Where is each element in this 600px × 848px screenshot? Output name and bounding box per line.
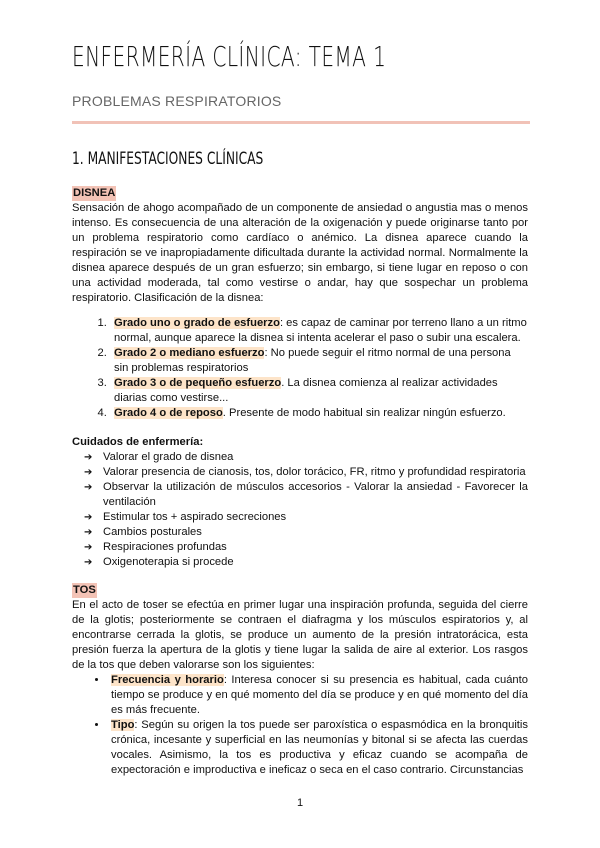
grade-text: . La disnea comienza al realizar actividades diarias como vestirse... [114, 377, 498, 404]
grade-text: : No puede seguir el ritmo normal de una persona sin problemas respiratorios [114, 347, 511, 374]
grade-term: Grado 2 o mediano esfuerzo [114, 347, 265, 359]
tos-section [72, 583, 528, 778]
list-item [108, 718, 528, 778]
list-item [110, 316, 528, 346]
document-title: ENFERMERÍA CLÍNICA: TEMA 1 [72, 40, 387, 73]
disnea-grades-list [72, 316, 528, 421]
grade-text: . Presente de modo habitual sin realizar ningún esfuerzo. [222, 407, 506, 419]
list-item [110, 406, 528, 421]
care-title: Cuidados de enfermería: [72, 436, 204, 448]
tos-heading: TOS [73, 584, 96, 596]
trait-term: Frecuencia y horario [111, 674, 224, 686]
list-item: ➔ Valorar el grado de disnea [84, 450, 528, 465]
page-number: 1 [296, 797, 304, 809]
disnea-intro: Sensación de ahogo acompañado de un componente de ansiedad o angustia mas o menos intenso. Es consecuencia de una alteración de la oxigenación y puede originarse tanto por un problema respiratorio como cardíaco o anémico. La disnea aparece cuando la respiración se ve inapropiadamente dificultada durante la actividad normal. Normalmente la disnea aparece después de un gran esfuerzo; sin embargo, si tiene lugar en reposo o con una actividad moderada, tal como vestirse o andar, hay que sospechar un problema respiratorio. Clasificación de la disnea: [72, 202, 528, 304]
title-divider [72, 121, 530, 124]
section-heading: 1. MANIFESTACIONES CLÍNICAS [72, 149, 264, 169]
grade-term: Grado uno o grado de esfuerzo [114, 317, 280, 329]
list-item: ➔ Cambios posturales [84, 525, 528, 540]
list-item: ➔ Observar la utilización de músculos accesorios - Valorar la ansiedad - Favorecer la ventilación [84, 480, 528, 510]
body-content [72, 186, 528, 778]
grade-term: Grado 3 o de pequeño esfuerzo [114, 377, 282, 389]
disnea-section [72, 186, 528, 570]
list-item: ➔ Estimular tos + aspirado secreciones [84, 510, 528, 525]
list-item: ➔ Valorar presencia de cianosis, tos, dolor torácico, FR, ritmo y profundidad respiratoria [84, 465, 528, 480]
grade-text: : es capaz de caminar por terreno llano a un ritmo normal, aunque aparece la disnea si intenta acelerar el paso o subir una escalera. [114, 317, 527, 344]
trait-term: Tipo [111, 719, 135, 731]
document-subtitle: PROBLEMAS RESPIRATORIOS [72, 93, 282, 109]
grade-term: Grado 4 o de reposo [114, 407, 223, 419]
disnea-heading: DISNEA [73, 187, 116, 199]
list-item [110, 376, 528, 406]
list-item [108, 673, 528, 718]
list-item: ➔ Respiraciones profundas [84, 540, 528, 555]
care-list [72, 450, 528, 570]
trait-text: : Según su origen la tos puede ser paroxística o espasmódica en la bronquitis crónica, incesante y superficial en las neumonías y bitonal si se afecta las cuerdas vocales. Asimismo, la tos es productiva y eficaz cuando se acompaña de expectoración e improductiva e ineficaz o seca en el caso contrario. Circunstancias [111, 719, 528, 776]
trait-text: : Interesa conocer si su presencia es habitual, cada cuánto tiempo se produce y en qué momento del día se produce y en qué momento del día es más frecuente. [111, 674, 528, 716]
tos-intro: En el acto de toser se efectúa en primer lugar una inspiración profunda, seguida del cierre de la glotis; posteriormente se contraen el diafragma y los músculos espiratorios y, al encontrarse cerrada la glotis, se produce un aumento de la presión intratorácica, esta presión fuerza la apertura de la glotis y tiene lugar la salida de aire al exterior. Los rasgos de la tos que deben valorarse son los siguientes: [72, 599, 528, 671]
list-item: ➔ Oxigenoterapia si procede [84, 555, 528, 570]
list-item [110, 346, 528, 376]
tos-traits-list [72, 673, 528, 778]
